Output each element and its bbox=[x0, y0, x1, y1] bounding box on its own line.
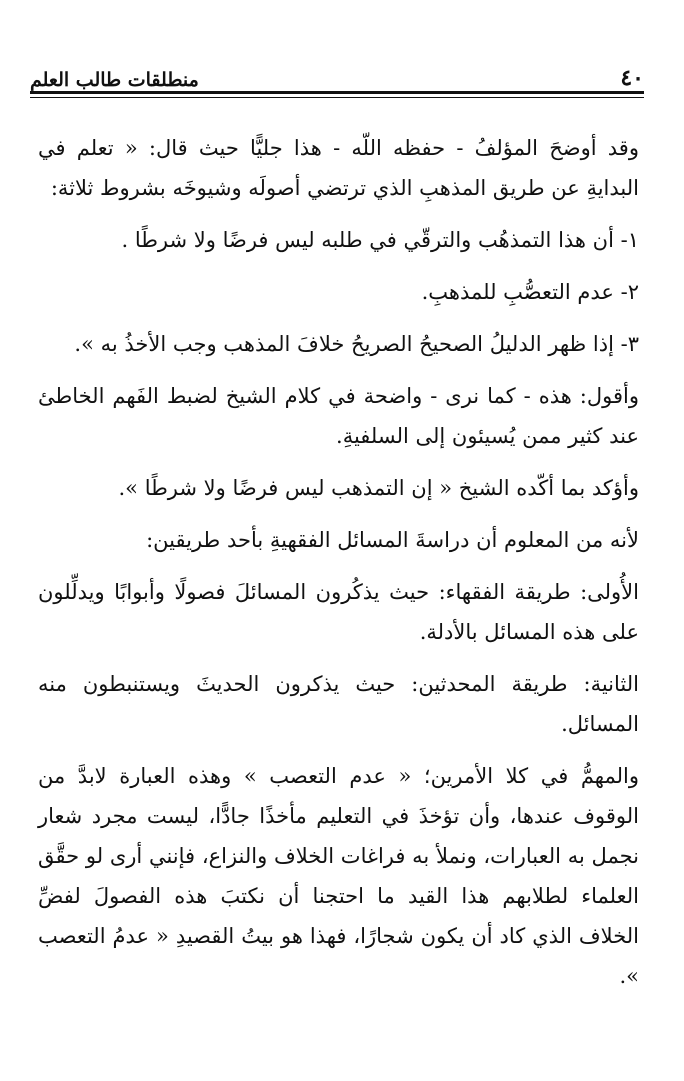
header-rule-thin bbox=[30, 97, 644, 98]
paragraph-emphasis: وأؤكد بما أكّده الشيخ « إن التمذهب ليس فرضًا ولا شرطًا ». bbox=[118, 476, 639, 500]
page-number: ٤٠ bbox=[620, 65, 644, 91]
condition-3: ٣- إذا ظهر الدليلُ الصحيحُ الصريحُ خلافَ المذهب وجب الأخذُ به ». bbox=[74, 332, 639, 356]
running-title: منطلقات طالب العلم bbox=[30, 69, 199, 91]
method-jurists: الأُولى: طريقة الفقهاء: حيث يذكُرون المسائلَ فصولًا وأبوابًا ويدلِّلون على هذه المسائل بالأدلة. bbox=[38, 580, 639, 644]
page-body bbox=[38, 128, 639, 1008]
condition-2: ٢- عدم التعصُّبِ للمذهبِ. bbox=[421, 280, 639, 304]
paragraph-author-comment: وأقول: هذه - كما نرى - واضحة في كلام الشيخ لضبط الفَهم الخاطئ عند كثير ممن يُسيئون إلى السلفيةِ. bbox=[38, 384, 639, 448]
paragraph-two-methods: لأنه من المعلوم أن دراسةَ المسائل الفقهيةِ بأحد طريقين: bbox=[146, 528, 639, 552]
method-hadith-scholars: الثانية: طريقة المحدثين: حيث يذكرون الحديثَ ويستنبطون منه المسائل. bbox=[38, 672, 639, 736]
paragraph-conclusion: والمهمُّ في كلا الأمرين؛ « عدم التعصب » وهذه العبارة لابدَّ من الوقوف عندها، وأن تؤخذَ في التعليم مأخذًا جادًّا، ليست مجرد شعار نجمل به العبارات، ونملأ به فراغات الخلاف والنزاع، فإنني أرى لو حقَّق العلماء لطلابهم هذا القيد ما احتجنا أن نكتبَ هذه الفصولَ لفضِّ الخلاف الذي كاد أن يكون شجارًا، فهذا هو بيتُ القصيدِ « عدمُ التعصب ». bbox=[38, 764, 639, 988]
condition-1: ١- أن هذا التمذهُب والترقّي في طلبه ليس فرضًا ولا شرطًا . bbox=[121, 228, 639, 252]
page-header bbox=[30, 55, 644, 91]
header-rule-thick bbox=[30, 91, 644, 94]
paragraph-intro-quote: وقد أوضحَ المؤلفُ - حفظه اللّه - هذا جليًّا حيث قال: « تعلم في البدايةِ عن طريق المذهبِ الذي ترتضي أصولَه وشيوخَه بشروط ثلاثة: bbox=[38, 136, 639, 200]
